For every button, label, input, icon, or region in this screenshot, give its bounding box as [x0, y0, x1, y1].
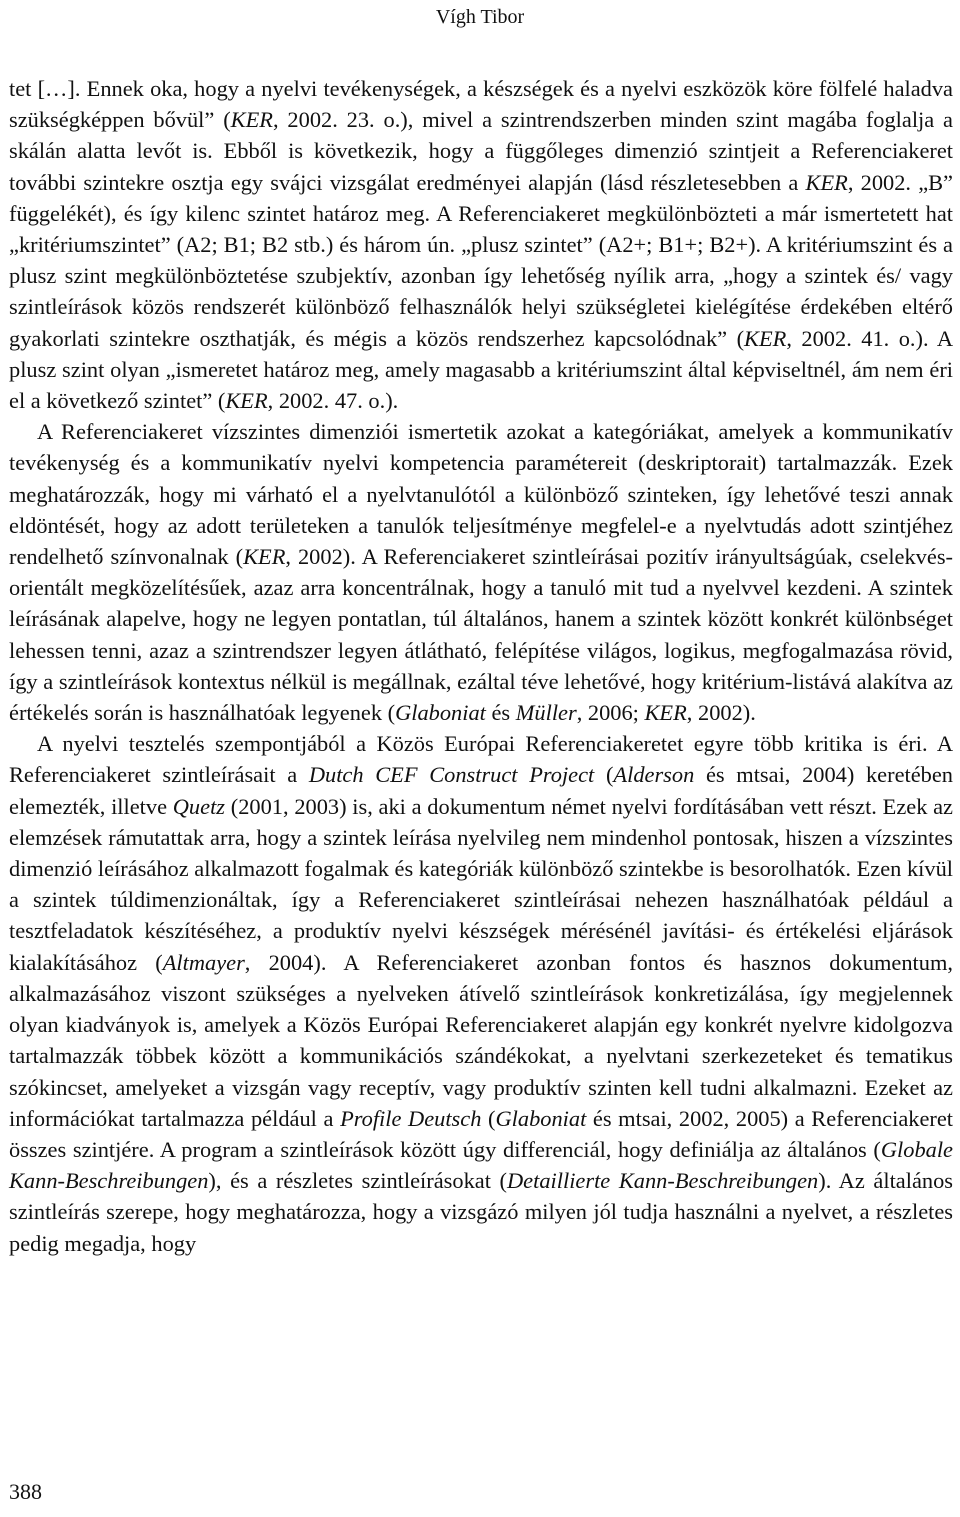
- text-run: és mtsai, 2004) keretében elemezték, illetve: [9, 762, 954, 819]
- italic-reference: Detaillierte Kann-Beschreibungen: [507, 1168, 819, 1194]
- text-run: , 2002. „B” függelékét), és így kilenc szintet határoz meg. A Referenciakeret megkülönbözteti a már ismertetett hat „kritériumszintet” (A2; B1; B2 stb.) és három ún. „plusz szintet” (A2+; B1+; B2+). A kritériumszint és a plusz szint megkülönböztetése szubjektív, azonban így lehetőség nyílik arra, „hogy a szintek és/ vagy szintleírások közös rendszerét különböző felhasználók helyi szükségletei kielégítése érdekében eltérő gyakorlati szintekre oszthatják, és mégis a közös rendszerhez kapcsolódnak” (: [9, 169, 953, 351]
- text-run: , 2004). A Referenciakeret azonban fontos és hasznos dokumentum, alkalmazásához viszont szükséges a nyelveken átívelő szintleírások konkretizálása, így megjelennek olyan kiadványok is, amelyek a Közös Európai Referenciakeret alapján egy konkrét nyelvre kidolgozva tartalmazzák többek között a kommunikációs szándékokat, a nyelvtani szerkezeteket és tematikus szókincset, amelyeket a vizsgán vagy receptív, vagy produktív szinten kell tudni alkalmazni. Ezeket az információkat tartalmazza például a: [9, 949, 953, 1131]
- italic-reference: Globale Kann-Beschreibungen: [9, 1136, 953, 1194]
- text-run: , 2002). A Referenciakeret szintleírásai pozitív irányultságúak, cselekvés-orientált megközelítésűek, azaz arra koncentrálnak, hogy a tanuló mit tud a nyelvvel kezdeni. A szintek leírásának alapelve, hogy ne legyen pontatlan, túl általános, hanem a szintek között konkrét különbséget lehessen tenni, azaz a szintrendszer legyen átlátható, felépítése világos, logikus, megfogalmazása rövid, így a szintleírások kontextus nélkül is megállnak, ezáltal téve lehetővé, hogy kritérium-listává alakítva az értékelés során is használhatóak legyenek (: [9, 544, 953, 726]
- text-run: , 2002).: [686, 700, 756, 726]
- page-number: 388: [9, 1479, 42, 1504]
- text-run: , 2006;: [576, 700, 645, 726]
- text-run: ), és a részletes szintleírásokat (: [208, 1168, 508, 1194]
- italic-reference: KER: [805, 169, 848, 195]
- text-run: , 2002. 41. o.). A plusz szint olyan „ismeretet határoz meg, amely magasabb a kritériumszint által képviseltnél, ám nem éri el a következő szintet” (: [9, 325, 953, 414]
- italic-reference: Altmayer: [162, 949, 245, 975]
- italic-reference: KER: [225, 388, 268, 414]
- text-run: és mtsai, 2002, 2005) a Referenciakeret összes szintjére. A program a szintleírások között úgy differenciál, hogy definiálja az általános (: [9, 1105, 953, 1162]
- text-run: (2001, 2003) is, aki a dokumentum német nyelvi fordításában vett részt. Ezek az elemzések rámutattak arra, hogy a szintek leírása nyelvileg nem mindenhol pontosak, hiszen a vízszintes dimenzió leírásához alkalmazott fogalmak és kategóriák különböző szintekbe is besorolhatók. Ezen kívül a szintek túldimenzionáltak, így a Referenciakeret szintleírásai nehezen használhatóak például a tesztfeladatok készítéséhez, a produktív nyelvi készségek mérésénél javítási- és értékelési eljárások kialakításához (: [9, 793, 953, 975]
- text-run: ). Az általános szintleírás szerepe, hogy meghatározza, hogy a vizsgázó milyen jól tudja használni a nyelvet, a részletes pedig megadja, hogy: [9, 1168, 953, 1256]
- running-header-author: Vígh Tibor: [435, 6, 525, 28]
- italic-reference: Profile Deutsch: [340, 1105, 482, 1131]
- text-run: , 2002. 23. o.), mivel a szintrendszerben minden szint magába foglalja a skálán alatta levőt is. Ebből is következik, hogy a függőleges dimenzió szintjeit a Referenciakeret további szintekre osztja egy svájci vizsgálat eredményei alapján (lásd részletesebben a: [9, 107, 953, 195]
- paragraph-3: [9, 728, 953, 1258]
- text-run: és: [485, 700, 516, 726]
- text-run: tet […]. Ennek oka, hogy a nyelvi tevékenységek, a készségek és a nyelvi eszközök köre fölfelé haladva szükségképpen bővül” (: [9, 76, 953, 133]
- italic-reference: KER: [744, 325, 787, 351]
- italic-reference: KER: [644, 700, 687, 726]
- italic-reference: Müller: [515, 700, 577, 726]
- italic-reference: KER: [243, 544, 286, 570]
- italic-reference: Glaboniat: [495, 1105, 587, 1131]
- italic-reference: Glaboniat: [395, 700, 486, 726]
- text-run: (: [481, 1105, 496, 1131]
- text-run: A nyelvi tesztelés szempontjából a Közös Európai Referenciakeretet egyre több kritika is éri. A Referenciakeret szintleírásait a: [9, 731, 953, 788]
- text-run: (: [594, 762, 614, 788]
- italic-reference: KER: [230, 107, 273, 133]
- italic-reference: Quetz: [172, 793, 226, 819]
- text-run: A Referenciakeret vízszintes dimenziói ismertetik azokat a kategóriákat, amelyek a kommunikatív tevékenység és a kommunikatív nyelvi kompetencia paramétereit (deskriptorait) tartalmazzák. Ezek meghatározzák, hogy mi várható el a nyelvtanulótól a különböző szinteken, így lehetővé teszi annak eldöntését, hogy az adott területeken a tanulók teljesítménye megfelel-e a nyelvtudás adott szintjéhez rendelhető színvonalnak (: [9, 419, 953, 570]
- text-run: , 2002. 47. o.).: [267, 388, 399, 414]
- paragraph-1: [9, 73, 953, 416]
- body-text: [9, 73, 953, 1259]
- italic-reference: Dutch CEF Construct Project: [308, 762, 595, 788]
- paragraph-2: [9, 416, 953, 728]
- italic-reference: Alderson: [613, 762, 695, 788]
